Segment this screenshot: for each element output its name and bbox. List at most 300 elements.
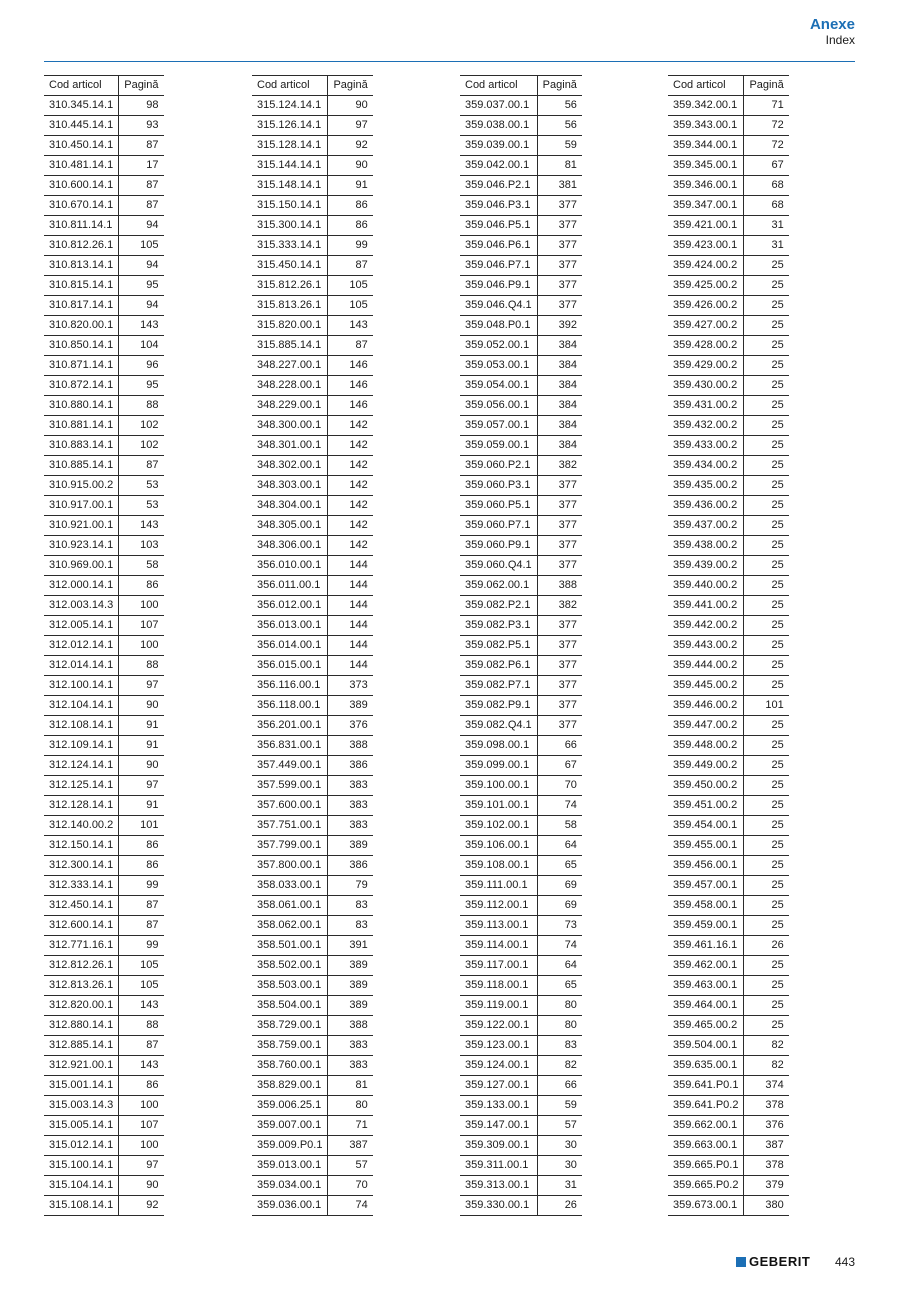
table-row xyxy=(44,256,164,276)
page-reference: 83 xyxy=(537,1036,582,1056)
table-row xyxy=(44,916,164,936)
table-row xyxy=(252,456,373,476)
page-reference: 25 xyxy=(744,376,789,396)
page-reference: 82 xyxy=(744,1036,789,1056)
page-reference: 25 xyxy=(744,876,789,896)
article-code: 357.799.00.1 xyxy=(252,836,328,856)
article-code: 310.872.14.1 xyxy=(44,376,119,396)
page-reference: 392 xyxy=(537,316,582,336)
table-row xyxy=(460,636,582,656)
page-reference: 67 xyxy=(744,156,789,176)
article-code: 359.635.00.1 xyxy=(668,1056,744,1076)
article-code: 312.100.14.1 xyxy=(44,676,119,696)
article-code: 358.502.00.1 xyxy=(252,956,328,976)
article-code: 359.448.00.2 xyxy=(668,736,744,756)
table-row xyxy=(460,716,582,736)
page-reference: 384 xyxy=(537,356,582,376)
page-reference: 25 xyxy=(744,256,789,276)
table-row xyxy=(460,256,582,276)
article-code: 359.464.00.1 xyxy=(668,996,744,1016)
page-reference: 144 xyxy=(328,596,373,616)
index-table xyxy=(668,75,789,1216)
article-code: 359.436.00.2 xyxy=(668,496,744,516)
article-code: 359.447.00.2 xyxy=(668,716,744,736)
table-row xyxy=(668,316,789,336)
article-code: 359.663.00.1 xyxy=(668,1136,744,1156)
article-code: 359.112.00.1 xyxy=(460,896,537,916)
table-row xyxy=(668,1116,789,1136)
page-reference: 71 xyxy=(328,1116,373,1136)
page-reference: 72 xyxy=(744,136,789,156)
table-row xyxy=(252,536,373,556)
page-reference: 80 xyxy=(537,996,582,1016)
article-code: 359.060.P5.1 xyxy=(460,496,537,516)
article-code: 359.439.00.2 xyxy=(668,556,744,576)
page-reference: 87 xyxy=(119,896,164,916)
article-code: 356.010.00.1 xyxy=(252,556,328,576)
article-code: 356.015.00.1 xyxy=(252,656,328,676)
article-code: 315.124.14.1 xyxy=(252,96,328,116)
article-code: 359.342.00.1 xyxy=(668,96,744,116)
table-row xyxy=(668,156,789,176)
column-header-code: Cod articol xyxy=(668,76,744,96)
table-row xyxy=(252,876,373,896)
article-code: 312.921.00.1 xyxy=(44,1056,119,1076)
page-reference: 25 xyxy=(744,916,789,936)
article-code: 359.435.00.2 xyxy=(668,476,744,496)
article-code: 357.600.00.1 xyxy=(252,796,328,816)
page-reference: 377 xyxy=(537,536,582,556)
table-row xyxy=(460,316,582,336)
article-code: 315.812.26.1 xyxy=(252,276,328,296)
table-header-row xyxy=(460,76,582,96)
page-reference: 25 xyxy=(744,616,789,636)
article-code: 356.831.00.1 xyxy=(252,736,328,756)
table-row xyxy=(668,1036,789,1056)
page-reference: 25 xyxy=(744,416,789,436)
article-code: 359.330.00.1 xyxy=(460,1196,537,1216)
table-row xyxy=(252,236,373,256)
table-row xyxy=(460,116,582,136)
article-code: 359.434.00.2 xyxy=(668,456,744,476)
page-reference: 379 xyxy=(744,1176,789,1196)
article-code: 315.003.14.3 xyxy=(44,1096,119,1116)
table-row xyxy=(668,576,789,596)
article-code: 359.147.00.1 xyxy=(460,1116,537,1136)
page-reference: 105 xyxy=(119,976,164,996)
article-code: 359.123.00.1 xyxy=(460,1036,537,1056)
table-row xyxy=(252,836,373,856)
table-row xyxy=(668,996,789,1016)
article-code: 358.501.00.1 xyxy=(252,936,328,956)
table-row xyxy=(44,376,164,396)
article-code: 310.917.00.1 xyxy=(44,496,119,516)
article-code: 315.100.14.1 xyxy=(44,1156,119,1176)
page-reference: 386 xyxy=(328,756,373,776)
column-header-code: Cod articol xyxy=(460,76,537,96)
article-code: 359.124.00.1 xyxy=(460,1056,537,1076)
article-code: 359.060.P9.1 xyxy=(460,536,537,556)
article-code: 359.046.P3.1 xyxy=(460,196,537,216)
table-row xyxy=(44,136,164,156)
page-reference: 90 xyxy=(328,156,373,176)
article-code: 359.060.P7.1 xyxy=(460,516,537,536)
article-code: 358.504.00.1 xyxy=(252,996,328,1016)
article-code: 359.665.P0.2 xyxy=(668,1176,744,1196)
article-code: 315.104.14.1 xyxy=(44,1176,119,1196)
page-reference: 381 xyxy=(537,176,582,196)
page-reference: 104 xyxy=(119,336,164,356)
article-code: 359.037.00.1 xyxy=(460,96,537,116)
page-reference: 25 xyxy=(744,496,789,516)
table-row xyxy=(668,956,789,976)
article-code: 359.038.00.1 xyxy=(460,116,537,136)
table-row xyxy=(252,1176,373,1196)
article-code: 359.082.P7.1 xyxy=(460,676,537,696)
table-row xyxy=(460,1176,582,1196)
page-reference: 86 xyxy=(119,576,164,596)
table-row xyxy=(252,416,373,436)
table-row xyxy=(44,1016,164,1036)
page-reference: 101 xyxy=(119,816,164,836)
page-reference: 383 xyxy=(328,1036,373,1056)
page-reference: 56 xyxy=(537,96,582,116)
page-reference: 65 xyxy=(537,976,582,996)
page-reference: 74 xyxy=(537,936,582,956)
article-code: 359.082.P9.1 xyxy=(460,696,537,716)
article-code: 312.150.14.1 xyxy=(44,836,119,856)
table-row xyxy=(44,616,164,636)
article-code: 310.883.14.1 xyxy=(44,436,119,456)
page-reference: 374 xyxy=(744,1076,789,1096)
article-code: 359.122.00.1 xyxy=(460,1016,537,1036)
article-code: 315.108.14.1 xyxy=(44,1196,119,1216)
article-code: 359.449.00.2 xyxy=(668,756,744,776)
table-row xyxy=(252,1156,373,1176)
table-row xyxy=(460,916,582,936)
page-reference: 143 xyxy=(119,316,164,336)
page-reference: 96 xyxy=(119,356,164,376)
page-reference: 86 xyxy=(328,216,373,236)
page-reference: 391 xyxy=(328,936,373,956)
table-row xyxy=(44,496,164,516)
article-code: 310.969.00.1 xyxy=(44,556,119,576)
table-row xyxy=(668,556,789,576)
table-row xyxy=(44,716,164,736)
page-reference: 377 xyxy=(537,556,582,576)
article-code: 312.104.14.1 xyxy=(44,696,119,716)
page-number: 443 xyxy=(834,1255,855,1269)
table-row xyxy=(252,896,373,916)
table-row xyxy=(252,856,373,876)
article-code: 359.673.00.1 xyxy=(668,1196,744,1216)
page-reference: 143 xyxy=(119,1056,164,1076)
article-code: 359.036.00.1 xyxy=(252,1196,328,1216)
article-code: 315.885.14.1 xyxy=(252,336,328,356)
table-row xyxy=(252,296,373,316)
table-row xyxy=(44,996,164,1016)
article-code: 359.062.00.1 xyxy=(460,576,537,596)
table-row xyxy=(460,616,582,636)
table-row xyxy=(460,96,582,116)
table-row xyxy=(44,776,164,796)
article-code: 312.450.14.1 xyxy=(44,896,119,916)
page-reference: 69 xyxy=(537,876,582,896)
table-row xyxy=(44,756,164,776)
table-row xyxy=(460,1096,582,1116)
page-reference: 80 xyxy=(537,1016,582,1036)
page-reference: 88 xyxy=(119,1016,164,1036)
table-row xyxy=(668,1016,789,1036)
article-code: 312.813.26.1 xyxy=(44,976,119,996)
page-reference: 82 xyxy=(537,1056,582,1076)
table-row xyxy=(252,1096,373,1116)
article-code: 310.813.14.1 xyxy=(44,256,119,276)
page-reference: 58 xyxy=(119,556,164,576)
article-code: 359.056.00.1 xyxy=(460,396,537,416)
table-row xyxy=(44,636,164,656)
table-row xyxy=(460,1016,582,1036)
article-code: 359.013.00.1 xyxy=(252,1156,328,1176)
table-row xyxy=(252,1076,373,1096)
article-code: 356.116.00.1 xyxy=(252,676,328,696)
article-code: 315.150.14.1 xyxy=(252,196,328,216)
table-row xyxy=(44,836,164,856)
article-code: 359.082.P2.1 xyxy=(460,596,537,616)
brand-name: GEBERIT xyxy=(749,1254,811,1269)
page-reference: 25 xyxy=(744,296,789,316)
page-reference: 31 xyxy=(537,1176,582,1196)
table-row xyxy=(44,1156,164,1176)
page-reference: 25 xyxy=(744,276,789,296)
article-code: 348.302.00.1 xyxy=(252,456,328,476)
page-reference: 87 xyxy=(119,916,164,936)
page-reference: 25 xyxy=(744,956,789,976)
article-code: 359.441.00.2 xyxy=(668,596,744,616)
article-code: 358.061.00.1 xyxy=(252,896,328,916)
page-reference: 25 xyxy=(744,756,789,776)
table-row xyxy=(44,576,164,596)
article-code: 359.421.00.1 xyxy=(668,216,744,236)
page-reference: 383 xyxy=(328,816,373,836)
page-reference: 377 xyxy=(537,476,582,496)
article-code: 359.429.00.2 xyxy=(668,356,744,376)
table-row xyxy=(460,836,582,856)
page-reference: 389 xyxy=(328,836,373,856)
page-reference: 91 xyxy=(328,176,373,196)
page-reference: 377 xyxy=(537,296,582,316)
article-code: 315.820.00.1 xyxy=(252,316,328,336)
table-row xyxy=(668,636,789,656)
page-reference: 95 xyxy=(119,376,164,396)
table-row xyxy=(668,856,789,876)
page-reference: 64 xyxy=(537,956,582,976)
table-row xyxy=(460,896,582,916)
table-row xyxy=(668,96,789,116)
page-reference: 73 xyxy=(537,916,582,936)
page-reference: 25 xyxy=(744,336,789,356)
table-row xyxy=(252,956,373,976)
page-reference: 72 xyxy=(744,116,789,136)
page-reference: 143 xyxy=(119,516,164,536)
table-row xyxy=(460,1156,582,1176)
page-reference: 81 xyxy=(328,1076,373,1096)
table-row xyxy=(44,1076,164,1096)
article-code: 359.343.00.1 xyxy=(668,116,744,136)
page-reference: 388 xyxy=(537,576,582,596)
table-row xyxy=(252,1116,373,1136)
page-reference: 99 xyxy=(119,936,164,956)
page-reference: 25 xyxy=(744,316,789,336)
page-reference: 105 xyxy=(328,276,373,296)
table-row xyxy=(668,936,789,956)
table-row xyxy=(668,876,789,896)
article-code: 312.885.14.1 xyxy=(44,1036,119,1056)
table-row xyxy=(252,1016,373,1036)
page-reference: 87 xyxy=(328,336,373,356)
article-code: 359.309.00.1 xyxy=(460,1136,537,1156)
page-reference: 83 xyxy=(328,896,373,916)
article-code: 348.227.00.1 xyxy=(252,356,328,376)
article-code: 357.800.00.1 xyxy=(252,856,328,876)
page-reference: 377 xyxy=(537,216,582,236)
page-reference: 74 xyxy=(328,1196,373,1216)
table-row xyxy=(460,736,582,756)
table-row xyxy=(252,316,373,336)
page-reference: 90 xyxy=(119,756,164,776)
article-code: 312.108.14.1 xyxy=(44,716,119,736)
page-reference: 389 xyxy=(328,996,373,1016)
table-row xyxy=(44,96,164,116)
page-reference: 92 xyxy=(328,136,373,156)
table-row xyxy=(668,596,789,616)
table-row xyxy=(668,436,789,456)
page-reference: 384 xyxy=(537,396,582,416)
table-row xyxy=(252,996,373,1016)
article-code: 359.060.P2.1 xyxy=(460,456,537,476)
page-reference: 25 xyxy=(744,356,789,376)
section-title: Anexe xyxy=(809,16,855,33)
article-code: 312.124.14.1 xyxy=(44,756,119,776)
article-code: 312.333.14.1 xyxy=(44,876,119,896)
page-reference: 94 xyxy=(119,216,164,236)
table-row xyxy=(252,976,373,996)
page-reference: 142 xyxy=(328,416,373,436)
table-row xyxy=(460,136,582,156)
article-code: 359.046.P9.1 xyxy=(460,276,537,296)
table-row xyxy=(44,1136,164,1156)
page-reference: 377 xyxy=(537,716,582,736)
table-row xyxy=(252,916,373,936)
article-code: 359.006.25.1 xyxy=(252,1096,328,1116)
article-code: 359.046.P7.1 xyxy=(460,256,537,276)
table-row xyxy=(460,1136,582,1156)
table-row xyxy=(44,336,164,356)
page-reference: 90 xyxy=(119,696,164,716)
page-reference: 25 xyxy=(744,456,789,476)
page-reference: 70 xyxy=(537,776,582,796)
page-reference: 100 xyxy=(119,1096,164,1116)
article-code: 359.060.P3.1 xyxy=(460,476,537,496)
table-row xyxy=(460,196,582,216)
article-code: 315.005.14.1 xyxy=(44,1116,119,1136)
article-code: 356.011.00.1 xyxy=(252,576,328,596)
page-reference: 97 xyxy=(119,676,164,696)
article-code: 359.102.00.1 xyxy=(460,816,537,836)
table-row xyxy=(460,496,582,516)
article-code: 312.005.14.1 xyxy=(44,616,119,636)
page-reference: 389 xyxy=(328,976,373,996)
table-row xyxy=(668,536,789,556)
table-row xyxy=(252,616,373,636)
page-reference: 87 xyxy=(119,176,164,196)
article-code: 359.423.00.1 xyxy=(668,236,744,256)
table-row xyxy=(460,376,582,396)
page-reference: 91 xyxy=(119,796,164,816)
page-reference: 25 xyxy=(744,736,789,756)
column-header-code: Cod articol xyxy=(44,76,119,96)
table-row xyxy=(44,396,164,416)
page-reference: 377 xyxy=(537,196,582,216)
table-row xyxy=(460,296,582,316)
table-row xyxy=(44,976,164,996)
article-code: 315.450.14.1 xyxy=(252,256,328,276)
table-row xyxy=(252,736,373,756)
table-row xyxy=(668,376,789,396)
table-row xyxy=(460,696,582,716)
article-code: 348.229.00.1 xyxy=(252,396,328,416)
article-code: 359.039.00.1 xyxy=(460,136,537,156)
article-code: 359.082.P6.1 xyxy=(460,656,537,676)
table-row xyxy=(44,876,164,896)
page-reference: 377 xyxy=(537,236,582,256)
page-reference: 378 xyxy=(744,1096,789,1116)
table-row xyxy=(668,1156,789,1176)
table-row xyxy=(460,1056,582,1076)
table-row xyxy=(460,456,582,476)
article-code: 359.426.00.2 xyxy=(668,296,744,316)
article-code: 359.431.00.2 xyxy=(668,396,744,416)
article-code: 315.012.14.1 xyxy=(44,1136,119,1156)
logo-square-icon xyxy=(736,1257,746,1267)
column-header-code: Cod articol xyxy=(252,76,328,96)
article-code: 310.445.14.1 xyxy=(44,116,119,136)
page-reference: 71 xyxy=(744,96,789,116)
table-row xyxy=(44,1096,164,1116)
page-reference: 100 xyxy=(119,636,164,656)
article-code: 310.871.14.1 xyxy=(44,356,119,376)
page-reference: 25 xyxy=(744,796,789,816)
article-code: 312.128.14.1 xyxy=(44,796,119,816)
table-row xyxy=(44,956,164,976)
table-row xyxy=(252,276,373,296)
page-reference: 30 xyxy=(537,1156,582,1176)
table-row xyxy=(44,896,164,916)
page-reference: 382 xyxy=(537,456,582,476)
table-row xyxy=(252,136,373,156)
page-reference: 86 xyxy=(328,196,373,216)
table-row xyxy=(668,1136,789,1156)
article-code: 312.000.14.1 xyxy=(44,576,119,596)
article-code: 359.430.00.2 xyxy=(668,376,744,396)
article-code: 359.458.00.1 xyxy=(668,896,744,916)
table-row xyxy=(460,576,582,596)
table-row xyxy=(44,296,164,316)
page-reference: 143 xyxy=(328,316,373,336)
page-reference: 107 xyxy=(119,616,164,636)
table-row xyxy=(460,516,582,536)
table-row xyxy=(252,336,373,356)
